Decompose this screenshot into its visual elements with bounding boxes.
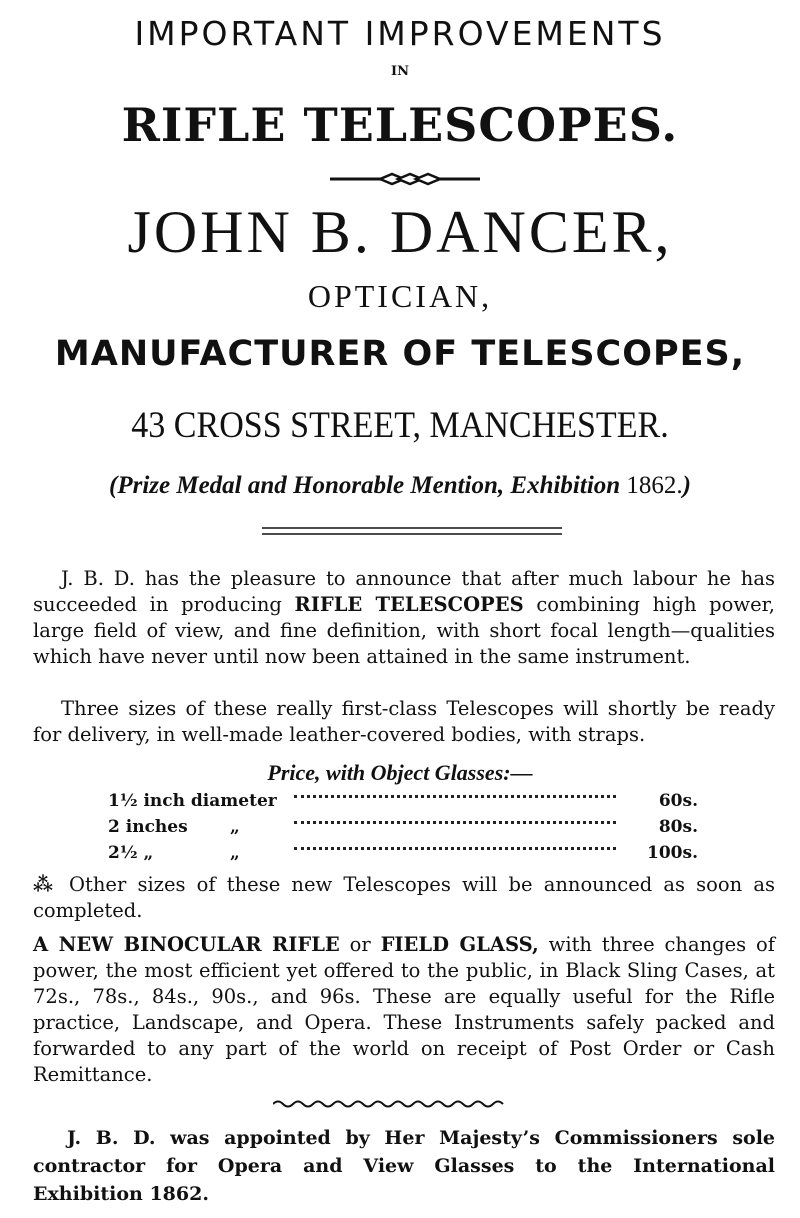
prize-text: Prize Medal and Honorable Mention, Exhibition xyxy=(117,472,621,499)
price-size: 2 inches xyxy=(108,817,188,837)
price-size: 1½ inch diameter xyxy=(108,791,277,811)
prize-open-paren: ( xyxy=(108,472,118,499)
price-row xyxy=(108,814,698,840)
announcement-text-a: J. B. D. has the pleasure to announce that after much labour he has succeeded in producing xyxy=(33,567,775,616)
price-row xyxy=(108,840,698,866)
price-ditto: „ xyxy=(230,817,240,837)
merchant-address: 43 CROSS STREET, MANCHESTER. xyxy=(131,405,669,446)
headline-important-improvements: IMPORTANT IMPROVEMENTS xyxy=(134,14,666,53)
price-amount: 100s. xyxy=(647,843,698,863)
prize-year: 1862. xyxy=(620,472,683,499)
prize-close-paren: ) xyxy=(682,472,691,499)
merchant-title: OPTICIAN, xyxy=(307,278,493,314)
leader-dots xyxy=(294,847,616,850)
headline-in: IN xyxy=(391,64,409,79)
wavy-rule-divider xyxy=(273,1098,505,1110)
price-amount: 60s. xyxy=(658,791,698,811)
asterism-mark: ⁂ xyxy=(33,873,58,896)
binocular-text: with three changes of power, the most efficient yet offered to the public, in Black Sling Cases, at 72s., 78s., 84s., 90s., and 96s. These are equally useful for the Rifle practice, Landscape, and Opera. These Instruments safely packed and forwarded to any part of the world on receipt of Post Order or Cash Remittance. xyxy=(33,933,775,1086)
price-heading: Price, with Object Glasses:— xyxy=(267,760,533,785)
leader-dots xyxy=(294,795,616,798)
prize-line xyxy=(0,472,800,500)
announcement-product: RIFLE TELESCOPES xyxy=(294,593,524,616)
price-amount: 80s. xyxy=(658,817,698,837)
paragraph-binocular xyxy=(33,932,775,1088)
price-size: 2½ „ xyxy=(108,843,154,863)
leader-dots xyxy=(294,821,616,824)
binocular-product: A NEW BINOCULAR RIFLE xyxy=(33,933,340,956)
price-row xyxy=(108,788,698,814)
binocular-or: or xyxy=(339,933,381,956)
double-rule-divider xyxy=(262,526,562,536)
merchant-trade: MANUFACTURER OF TELESCOPES, xyxy=(54,334,746,374)
headline-rifle-telescopes: RIFLE TELESCOPES. xyxy=(121,98,679,152)
other-sizes-text: Other sizes of these new Telescopes will be announced as soon as completed. xyxy=(33,873,775,922)
ornament-divider xyxy=(330,172,480,186)
merchant-name: JOHN B. DANCER, xyxy=(127,199,673,265)
paragraph-announcement xyxy=(33,566,775,670)
field-glass-product: FIELD GLASS, xyxy=(380,933,539,956)
paragraph-other-sizes xyxy=(33,872,775,924)
announcement-text-c: combining high power, large field of view, and fine definition, with short focal length—qualities which have never until now been attained in the same instrument. xyxy=(33,593,775,668)
price-ditto: „ xyxy=(230,843,240,863)
paragraph-sizes: Three sizes of these really first-class Telescopes will shortly be ready for delivery, in well-made leather-covered bodies, with straps. xyxy=(33,697,775,746)
paragraph-appointment: J. B. D. was appointed by Her Majesty’s Commissioners sole contractor for Opera and View Glasses to the International Exhibition 1862. xyxy=(33,1127,775,1205)
